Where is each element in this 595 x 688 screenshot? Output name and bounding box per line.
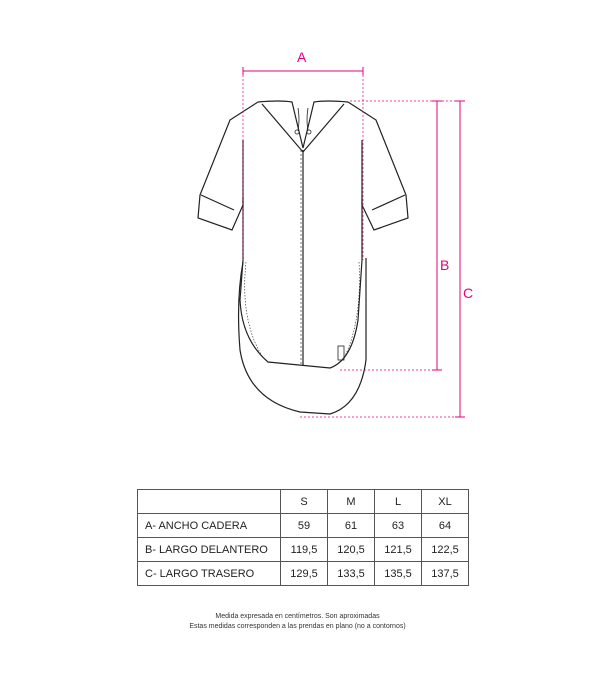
- note-measurements: Medida expresada en centímetros. Son aproximadas: [215, 613, 380, 620]
- header-size-l: L: [375, 490, 422, 514]
- table-cell: 59: [281, 514, 328, 538]
- table-row: [138, 562, 469, 586]
- table-cell: 122,5: [422, 538, 469, 562]
- table-cell: 61: [328, 514, 375, 538]
- header-cell-blank: [138, 490, 281, 514]
- dimension-label-c: C: [463, 285, 474, 301]
- row-label: A- ANCHO CADERA: [138, 514, 281, 538]
- row-label: C- LARGO TRASERO: [138, 562, 281, 586]
- dimension-label-a: A: [297, 49, 307, 65]
- header-size-s: S: [281, 490, 328, 514]
- header-size-xl: XL: [422, 490, 469, 514]
- garment-outline: [198, 101, 408, 414]
- table-cell: 120,5: [328, 538, 375, 562]
- table-cell: 135,5: [375, 562, 422, 586]
- table-cell: 64: [422, 514, 469, 538]
- size-table-header: [138, 490, 469, 514]
- row-label: B- LARGO DELANTERO: [138, 538, 281, 562]
- table-cell: 119,5: [281, 538, 328, 562]
- table-cell: 121,5: [375, 538, 422, 562]
- table-cell: 137,5: [422, 562, 469, 586]
- table-row: [138, 514, 469, 538]
- table-cell: 129,5: [281, 562, 328, 586]
- table-cell: 63: [375, 514, 422, 538]
- table-row: [138, 538, 469, 562]
- table-cell: 133,5: [328, 562, 375, 586]
- header-size-m: M: [328, 490, 375, 514]
- size-table: [137, 489, 469, 586]
- dimension-label-b: B: [440, 257, 450, 273]
- dimension-lines: [243, 67, 465, 417]
- note-flat-garment: Estas medidas corresponden a las prendas en plano (no a contornos): [189, 623, 406, 630]
